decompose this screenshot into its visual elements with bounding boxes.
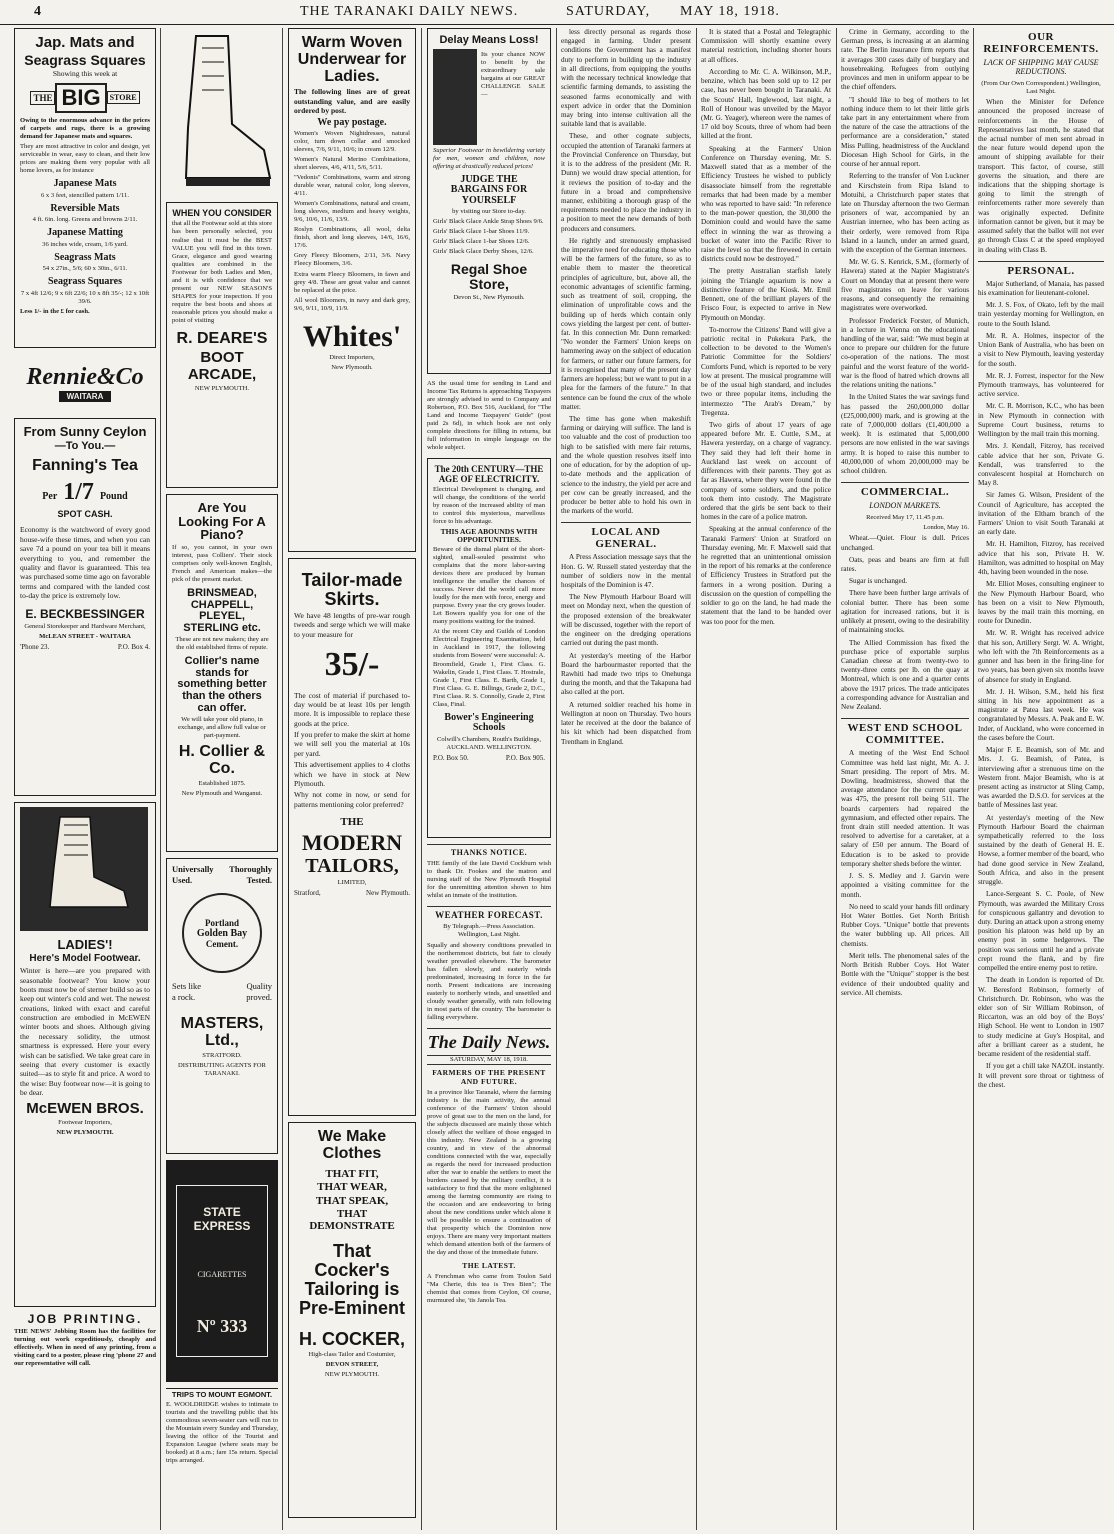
big-store-logo: THE BIG STORE xyxy=(20,83,150,113)
mat-item-detail: 4 ft. 6in. long. Greens and browns 2/11. xyxy=(32,216,138,224)
bowers-schools-ad: The 20th CENTURY—THE AGE OF ELECTRICITY. Electrical Development is changing, and will change, the conditions of the world by reason of the increased ability of man to control this mysterious, marvellous force to his advantage. THIS AGE ABOUNDS WITH OPPORTUNITIES. Beware of the dismal plaint of the short-sighted, small-souled pessimist who complains that the more labor-saving devices there are produced by human intelligence the smaller the chances of success. Never did the world call more loudly for the men with force, energy and purpose. Every year the cry grows louder. Let Bowers qualify you for one of the many positions waiting for the trained. At the recent City and Guilds of London Electrical Engineering Examination, held in Auckland in 1917, the following students from Bowers' were successful: A. Broomfield, Grade 1, First Class. G. Wakelin, Grade 1, First Class. T. Hostrale, Grade 1, First Class. E. Barth, Grade 1, First Class. G. E. Billings, Grade 2, D.C., First Class. R. S. Connolly, Grade 2, First Class, Final. Bower's Engineering Schools Colwill's Chambers, Routh's Buildings, AUCKLAND. WELLINGTON. P.O. Box 50. P.O. Box 905. xyxy=(427,458,551,838)
mat-item-detail: 36 inches wide, cream, 1/6 yard. xyxy=(42,240,128,248)
state-express-cigarettes-ad: STATE EXPRESS CIGARETTES Nº 333 xyxy=(166,1160,278,1382)
paper-title: THE TARANAKI DAILY NEWS. xyxy=(300,4,519,19)
collier-name: H. Collier & Co. xyxy=(178,743,266,777)
ladies-body: Winter is here—are you prepared with seasonable footwear? You know your boots must now be of sterner build so as to keep out winter's cold and wet. The newest creations, linked with exact and careful construction are embodied in McEWEN winter boots and shoes. Although giving the necessary solidity, the utmost smartness is expressed. Here your every wish can be satisfied. We take great care in seeing that every customer is exactly suited—as to style fit and price. A word to the wise: Buy footwear now—it is going to be dear. xyxy=(20,966,150,1098)
masthead-date: MAY 18, 1918. xyxy=(680,4,780,19)
weather-body: Squally and showery conditions prevailed in the northernmost districts, but fair to cloudy weather prevailed elsewhere. The barometer has fallen slowly, and easterly winds predominated, increasing in force in the far north. Present indications are increasing easterly to northerly winds, and unsettled and cloudy weather generally, with rain following in most parts of the country. The barometer is falling everywhere. xyxy=(427,941,551,1021)
column-4: Delay Means Loss! Its your chance NOW to benefit by the extraordinary sale bargains at our GREAT CHALLENGE SALE— Superior Footwear in bewildering variety for men, women and children, now offering at drastically reduced prices! JUDGE THE BARGAINS FOR YOURSELF by visiting our Store to-day. Girls' Black Glace Ankle Strap Shoes 9/6. Girls' Black Glace 1-bar Shoes 11/9. Girls' Black Glace 1-bar Shoes 12/6. Girls' Black Glace Derby Shoes, 12/6. Regal Shoe Store, Devon St., New Plymouth. AS the usual time for sending in Land and Income Tax Returns is approaching Taxpayers are strongly advised to send to Company and Robertson, P.O. Box 516, Auckland, for "The Land and Income Taxpayers' Guide" (post paid 2s 6d), in which book are not only complete directions for filling in returns, but full information in simple language on the whole subject. The 20th CENTURY—THE AGE OF ELECTRICITY. Electrical Development is changing, and will change, the conditions of the world by reason of the increased ability of man to control this mysterious, marvellous force to his advantage. THIS AGE ABOUNDS WITH OPPORTUNITIES. Beware of the dismal plaint of the short-sighted, small-souled pessimist who complains that the more labor-saving devices there are produced by human intelligence the smaller the chances of success. Never did the world call more loudly for the men with force, energy and purpose. Every year the cry grows louder. Let Bowers qualify you for one of the many positions waiting for the trained. At the recent City and Guilds of London Electrical Engineering Examination, held in Auckland in 1917, the following students from Bowers' were successful: A. Broomfield, Grade 1, First Class. G. Wakelin, Grade 1, First Class. T. Hostrale, Grade 1, First Class. E. Barth, Grade 1, First Class. G. E. Billings, Grade 2, D.C., First Class. R. S. Connolly, Grade 2, First Class, Final. Bower's Engineering Schools Colwill's Chambers, Routh's Buildings, AUCKLAND. WELLINGTON. P.O. Box 50. P.O. Box 905. THANKS NOTICE. THE family of the late David Cockburn wish to thank Dr. Fookes and the matron and nursing staff of the New Plymouth Hospital for the unremitting attention shown to him whilst an inmate of the institution. WEATHER FORECAST. By Telegraph.—Press Association. Wellington, Last Night. Squally and showery conditions prevailed in the northernmost districts, but fair to cloudy weather prevailed elsewhere. The barometer has fallen slowly, and easterly winds predominated, increasing in force in the far north. Present indications are increasing easterly to northerly winds, and unsettled and cloudy weather generally, with rain following in most parts of the country. The barometer is falling everywhere. The Daily News. SATURDAY, MAY 18, 1918. FARMERS OF THE PRESENT AND FUTURE. In a province like Taranaki, where the farming industry is the main activity, the annual conference of the Farmers' Union should prove of great use to the men on the land, for the subjects discussed are mainly those which closely affect the welfare of those engaged in this industry. New Zealand is a growing country, and in view of the abnormal conditions connected with the war, especially as regards the need for increased production after the war to enable the settlers to meet the burdens caused by the military conflict, it is satisfactory to find that the more enlightened among the farming community are rising to the occasion and are endeavoring to bring about the new conditions under which alone it will be possible to ensure a continuation of that prosperity which the Dominion now enjoys. There are many very important matters which demand attention both of the farmers of the day and those of the immediate future. THE LATEST. A Frenchman who came from Toulon Said "Ma Cherie, this tea is Tres Bien"; The chemist that comes from Ceylon, Of course, murmured she, 'tis Janola Tea. xyxy=(427,28,551,1530)
column-3 xyxy=(288,28,416,1530)
economy-text: Economy is the watchword of every good house-wife these times, and when you can save 7d a pound on your tea bill it means everything to you, and remember the quality and flavor is guaranteed. This tea was purchased some time ago on favorable terms and compared with the landed cost to-day the price is extremely low. xyxy=(20,525,150,601)
weather-title: WEATHER FORECAST. xyxy=(435,910,543,921)
cocker-headline: That Cocker's Tailoring is Pre-Eminent xyxy=(298,1241,406,1318)
regal-shoe-store-ad: Delay Means Loss! Its your chance NOW to benefit by the extraordinary sale bargains at our GREAT CHALLENGE SALE— Superior Footwear in bewildering variety for men, women and children, now offering at drastically reduced prices! JUDGE THE BARGAINS FOR YOURSELF by visiting our Store to-day. Girls' Black Glace Ankle Strap Shoes 9/6. Girls' Black Glace 1-bar Shoes 11/9. Girls' Black Glace 1-bar Shoes 12/6. Girls' Black Glace Derby Shoes, 12/6. Regal Shoe Store, Devon St., New Plymouth. xyxy=(427,28,551,374)
whites-underwear-ad: Warm Woven Underwear for Ladies. The following lines are of great outstanding value, and are easily ordered by post. We pay postage. Women's Woven Nightdresses, natural color, turn down collar and smocked sleeves, 7/6, 9/11, 10/6; in cream 12/9. Women's Natural Merino Combinations, short sleeves, 4/6, 4/11, 5/6, 5/11. "Vedonis" Combinations, warm and strong durable wear, natural color, long sleeves, 4/11. Women's Combinations, natural and cream, long sleeves, medium and heavy weights, 9/6, 10/6, 11/6, 13/9. Roslyn Combinations, all wool, delta finish, short and long sleeves, 14/6, 16/6, 17/6. Grey Fleecy Bloomers, 2/11, 3/6. Navy Fleecy Bloomers, 3/6. Extra warm Fleecy Bloomers, in fawn and grey 4/8. These are great value and cannot be replaced at the price. All wool Bloomers, in navy and dark grey, 9/6, 9/11, 10/9, 11/9. Whites' Direct Importers, New Plymouth. xyxy=(288,28,416,552)
column-8: OUR REINFORCEMENTS. LACK OF SHIPPING MAY CAUSE REDUCTIONS. (From Our Own Correspondent.) Wellington, Last Night. When the Minister for Defence announced the proposed increase of reinforcements in the House of Representatives last month, he stated that the actual number of men sent abroad in the near future would depend upon the amount of shipping available for their transport. This factor, of course, still governs the situation, and there are indications that the shipping shortage is going to limit the strength of reinforcements rather more severely than was originally expected. Definite information cannot be given, but it may be assumed safely that the ballot will not ever go through Class C at the speed employed in dealing with Class B. PERSONAL. Major Sutherland, of Manaia, has passed his examination for lieutenant-colonel. Mr. J. S. Fox, of Okato, left by the mail train yesterday morning for Wellington, en route to the South Island. Mr. R. A. Holmes, inspector of the Union Bank of Australia, who has been on a visit to New Plymouth, leaving yesterday for the south. Mr. R. J. Forrest, inspector for the New Plymouth tramways, has volunteered for active service. Mr. C. R. Morrison, K.C., who has been in New Plymouth in connection with Supreme Court business, returns to Wellington by the mail train this morning. Mrs. J. Kendall, Fitzroy, has received cable advice that her son, Private G. Kendall, was transferred to the convalescent hospital at Hornchurch on May 8. Sir James G. Wilson, President of the Council of Agriculture, has accepted the invitation of the Eltham branch of the Farmers' Union to visit South Taranaki at an early date. Mr. H. Hamilton, Fitzroy, has received advice that his son, Private H. W. Hamilton, was admitted to hospital on May 4th, having been wounded in the nose. Mr. Elliot Moses, consulting engineer to the New Plymouth Harbour Board, who has been on a visit to New Plymouth, leaves by the mail train this morning, en route for Dunedin. Mr. W. R. Wright has received advice that his son, Artillery Sergt. W. A. Wright, who left with the 7th Reinforcements as a gunner and has been in the firing-line for two years, has been given six months leave of absence for study in England. Mr. J. H. Wilson, S.M., held his first sitting in his new appointment as a magistrate at Patea last week. He was congratulated by Messrs. A. Peak and E. W. Inder, of Auckland, who were concerned in the cases before the Court. Major F. E. Beamish, son of Mr. and Mrs. J. G. Beamish, of Patea, is interviewing after a strenuous time on the Western front. Major Beamish, who is at present acting as instructor at Sling Camp, was awarded the D.S.O. for services at the battle of Messines last year. At yesterday's meeting of the New Plymouth Harbour Board the chairman sympathetically referred to the loss sustained by the death of General H. E. Howse, a former member of the board, who had done good service in New Zealand, South Africa, and also in the present struggle. Lance-Sergeant S. C. Poole, of New Plymouth, was awarded the Military Cross for conspicuous gallantry and devotion to duty. During an attack upon a strong enemy position his platoon was held up by an enemy post in some hedgerows. The position was serious until he and a private crept round the flank, and by fire compelled the entire enemy post to retire. The death in London is reported of Dr. W. Beresford Robinson, formerly of Christchurch. Dr. Robinson, who was the elder son of Sir William Robinson, of Riccarton, was an old boy of the Boys' High School. He went to London in 1907 to study medicine at Guy's Hospital, and after a brilliant career as a student, he became resident of the residential staff. If you get a chill take NAZOL instantly. It will prevent sore throat or tightness of the chest. xyxy=(978,31,1104,1089)
rennie-logo: Rennie&Co WAITARA xyxy=(26,364,144,401)
tea-price: 1/7 xyxy=(63,478,94,505)
big-attractive: They are most attractive in color and design, yet serviceable in wear, easy to clean, and their low prices are making them very popular with all home lovers, as for instance xyxy=(20,142,150,174)
mat-item-name: Seagrass Mats xyxy=(54,251,116,263)
tailor-made-title: Tailor-made Skirts. xyxy=(301,570,403,609)
column-5: less directly personal as regards those engaged in farming. Under present conditions the Government has a manifest duty to perform in building up the industry in all directions, from equipping the youths with the necessary technical knowledge that scientific farming demands, to assisting the seasoned farms economically and with expert advice in order that the Dominion may bring into intense cultivation all the suitable land that is available. These, and other cognate subjects, occupied the attention of Taranaki farmers at the Provincial Conference on Thursday, but it is to the address of the president (Mr. R. Dunn) we would draw special attention, for it reviews the position of to-day and the future in a broad and comprehensive manner, exhibiting a thorough grasp of the requirements needed to place the industry in a position to meet the new demands of both producers and consumers. He rightly and strenuously emphasised the imperative need for educating those who will be the farmers of the future, so as to enable them to master the theoretical principles of agriculture, but, above all, the economic advantages of scientific farming, such as treatment of soil, cropping, the elimination of unprofitable cows and the building up of herds which contain only cows yielding the largest per cent. of butter-fat. In this connection Mr. Dunn remarked: "No wonder the Farmers' Union keeps on hammering away on the subject of education for farmers, or rather our future farmers, for it is recognised that many of the present day farmers are hopeless; but we want to put in a plea for the farmers of the future." In that sentence can be found the crux of the whole matter. The time has gone when makeshift farming or dairying will suffice. The land is too valuable and the cost of production too high to be satisfied with mere fair returns, and the whole question resolves itself into one of education, for by the adoption of up-to-date methods and the application of science to the industry, the yield per acre and per cow can be greatly increased, and the producer be better able to hold his own in the markets of the world. LOCAL AND GENERAL. A Press Association message says that the Hon. G. W. Russell stated yesterday that the number of soldiers now in the mental hospitals of the Dominion is 47. The New Plymouth Harbour Board will meet on Monday next, when the question of the proposed extension of the breakwater will be discussed, together with the report of the engineer on the dredging operations carried out during the past month. At yesterday's meeting of the Harbor Board the harbourmaster reported that the Rawhiti had made two trips to Onehunga during the month, and that the Takapuna had also called at the port. A returned soldier reached his home in Wellington at noon on Thursday. Two hours later he received at the door the balance of his kit which had been dispatched from Trentham in England. xyxy=(561,28,691,746)
personal-item: Mr. H. Hamilton, Fitzroy, has received advice that his son, Private H. W. Hamilton, was admitted to hospital on May 4th, having been wounded in the nose. xyxy=(978,540,1104,577)
shoe-illustration xyxy=(166,28,278,198)
bowers-name: Bower's Engineering Schools xyxy=(444,711,534,734)
cash-discount: Less 1/- in the £ for cash. xyxy=(20,307,90,315)
collier-piano-ad: Are You Looking For A Piano? If so, you cannot, in your own interest, pass Colliers'. Their stock comprises only well-known English, French and American makes—the pick of the present market. BRINSMEAD, CHAPPELL, PLEYEL, STERLING etc. These are not new makers; they are the old established firms of repute. Collier's name stands for something better than the others can offer. We will take your old piano, in exchange, and allow full value or part-payment. H. Collier & Co. Established 1875. New Plymouth and Wanganui. xyxy=(166,494,278,852)
tea-title: Fanning's Tea xyxy=(32,457,138,475)
big-owing: Owing to the enormous advance in the prices of carpets and rugs, there is a growing demand for Japanese mats and squares. xyxy=(20,116,150,140)
girls-shoe-item: Girls' Black Glace 1-bar Shoes 11/9. xyxy=(433,228,530,236)
girls-shoe-item: Girls' Black Glace Ankle Strap Shoes 9/6. xyxy=(433,218,544,226)
girls-shoes-list xyxy=(433,218,545,256)
personal-item: Mr. R. A. Holmes, inspector of the Union Bank of Australia, who has been on a visit to New Plymouth, leaving yesterday for the south. xyxy=(978,331,1104,368)
reinforcements-title: OUR REINFORCEMENTS. xyxy=(983,31,1099,55)
boot-illustration xyxy=(20,807,148,931)
tax-guide-notice: AS the usual time for sending in Land and Income Tax Returns is approaching Taxpayers are strongly advised to send to Company and Robertson, P.O. Box 516, Auckland, for "The Land and Income Taxpayers' Guide" (post paid 2s 6d), in which book are not only complete directions for filling in returns, but full information in simple language on the whole subject. xyxy=(427,380,551,452)
mat-item-detail: 54 x 27in., 5/6; 60 x 30in., 6/11. xyxy=(42,265,128,273)
personal-item: Mr. Elliot Moses, consulting engineer to the New Plymouth Harbour Board, who has been on a visit to New Plymouth, leaves by the mail train this morning, en route for Dunedin. xyxy=(978,580,1104,626)
column-1 xyxy=(14,28,156,1530)
cocker-clothes-ad: We Make Clothes THAT FIT, THAT WEAR, THAT SPEAK, THAT DEMONSTRATE That Cocker's Tailoring is Pre-Eminent H. COCKER, High-class Tailor and Costumier, DEVON STREET, NEW PLYMOUTH. xyxy=(288,1122,416,1518)
personal-item: Mr. J. S. Fox, of Okato, left by the mail train yesterday morning for Wellington, en route to the South Island. xyxy=(978,301,1104,328)
mcewen-footwear-ad: LADIES'! Here's Model Footwear. Winter is here—are you prepared with seasonable footwear? You know your boots must now be of sterner build so as to keep out winter's cold and wet. The newest creations, linked with exact and careful construction are embodied in McEWEN winter boots and shoes. Although giving the necessary solidity, the utmost smartness is expressed. Here your every wish can be satisfied. We take great care in seeing that every customer is exactly suited—as to style fit and price. A word to the wise: Buy footwear now—it is going to be dear. McEWEN BROS. Footwear Importers, NEW PLYMOUTH. xyxy=(14,802,156,1307)
big-logo-word: BIG xyxy=(55,83,106,113)
piano-title: Are You Looking For A Piano? xyxy=(178,500,266,543)
mat-item-name: Seagrass Squares xyxy=(48,276,122,288)
personal-item: At yesterday's meeting of the New Plymouth Harbour Board the chairman sympathetically referred to the loss sustained by the death of General H. E. Howse, a former member of the board, who had done good service in New Zealand, South Africa, and also in the present struggle. xyxy=(978,813,1104,887)
tailor-price: 35/- xyxy=(324,645,380,683)
regal-name: Regal Shoe Store, xyxy=(450,261,528,292)
personal-item: Lance-Sergeant S. C. Poole, of New Plymouth, was awarded the Military Cross for conspicuous gallantry and devotion to duty. During an attack upon a strong enemy position his platoon was held up by an enemy post in some hedgerows. The position was serious until he and a private crept round the flank, and by fire compelled the entire enemy post to retire. xyxy=(978,890,1104,973)
personal-item: The death in London is reported of Dr. W. Beresford Robinson, formerly of Christchurch. Dr. Robinson, who was the elder son of Sir William Robinson, of Riccarton, was an old boy of the Boys' High School. He went to London in 1907 to study medicine at Guy's Hospital, and after a brilliant career as a student, he became resident of the residential staff. xyxy=(978,976,1104,1059)
west-end-school-title: WEST END SCHOOL COMMITTEE. xyxy=(847,722,963,747)
mat-item-name: Japanese Mats xyxy=(53,178,117,190)
big-store-ad xyxy=(14,28,156,348)
warm-woven-title: Warm Woven Underwear for Ladies. xyxy=(297,34,407,85)
jap-mats-title: Jap. Mats and xyxy=(35,34,135,51)
modern-tailors-name: MODERN xyxy=(301,829,403,855)
cocker-name: H. COCKER, xyxy=(298,1328,405,1349)
personal-item: Mrs. J. Kendall, Fitzroy, has received cable advice that her son, Private G. Kendall, was transferred to the convalescent hospital at Hornchurch on May 8. xyxy=(978,442,1104,488)
golden-bay-cement-ad: Universally Thoroughly Used. Tested. Portland Golden Bay Cement. Sets like Quality a rock. proved. MASTERS, Ltd., STRATFORD. DISTRIBUTING AGENTS FOR TARANAKI. xyxy=(166,858,278,1154)
beckbessinger-name: E. BECKBESSINGER xyxy=(25,607,145,622)
girls-shoe-item: Girls' Black Glace Derby Shoes, 12/6. xyxy=(433,248,534,256)
deare-boot-arcade-ad: WHEN YOU CONSIDER that all the Footwear sold at this store has been personally selected, you realise that it must be the BEST VALUE you will find in this town. Grace, elegance and good wearing qualities are combined in the Footwear for both Ladies and Men, and it is with confidence that we present our NEW SEASON'S SHAPES for your inspection. If you require the best boots and shoes at reasonable prices you should make a point of visiting R. DEARE'S BOOT ARCADE, NEW PLYMOUTH. xyxy=(166,202,278,488)
daily-news-title: The Daily News. xyxy=(427,1031,551,1052)
personal-item: Sir James G. Wilson, President of the Council of Agriculture, has accepted the invitation of the Eltham branch of the Farmers' Union to visit South Taranaki at an early date. xyxy=(978,491,1104,537)
we-make-clothes: We Make Clothes xyxy=(317,1128,387,1162)
deare-name: R. DEARE'S xyxy=(176,329,268,347)
personal-item: Major F. E. Beamish, son of Mr. and Mrs. J. G. Beamish, of Patea, is interviewing after a strenuous time on the Western front. Major Beamish, who is at present acting as instructor at Sling Camp, was awarded the D.S.O. for services at the battle of Messines last year. xyxy=(978,746,1104,810)
local-general-title: LOCAL AND GENERAL. xyxy=(591,526,661,551)
commercial-title: COMMERCIAL. xyxy=(860,486,950,499)
seagrass-title: Seagrass Squares xyxy=(24,51,146,68)
mat-items-list xyxy=(20,179,150,306)
showing-line: Showing this week at xyxy=(52,69,118,79)
personal-title: PERSONAL. xyxy=(1007,264,1075,277)
mcewen-name: McEWEN BROS. xyxy=(26,1100,144,1118)
mat-item-detail: 6 x 3 feet, stencilled pattern 1/11. xyxy=(40,191,129,199)
personal-item: Mr. J. H. Wilson, S.M., held his first sitting in his new appointment as a magistrate at Patea last week. He was congratulated by Messrs. A. Peak and E. W. Inder, of Auckland, who were concerned in the cases before the Court. xyxy=(978,687,1104,742)
column-7: Crime in Germany, according to the German press, is increasing at an alarming rate. The Berlin insurance firm reports that it averages 300 cases daily of burglary and housebreaking. Refugees from outlying provinces and men in uniform appear to be the chief offenders. "I should like to beg of mothers to let nothing induce them to let their little girls take part in any entertainment where from the nature of the case the attractions of the performance are a consideration," stated Miss Pulling, headmistress of the Auckland Diocesan High School for Girls, in the course of her annual report. Referring to the transfer of Von Luckner and Kirschstein from Ripa Island to Motuihi, a Christchurch paper states that late on Thursday afternoon the two German prisoners of war, accompanied by an Austrian internee, who has been acting as their orderly, were removed from Ripa Island in a launch, under an armed guard, with the exception of the German internees. Mr. W. G. S. Kenrick, S.M., (formerly of Hawera) stated at the Napier Magistrate's Court on Monday that at present there were five magistrates on leave for various reasons, and consequently the remaining magistrates were overworked. Professor Frederick Forster, of Munich, in a lecture in Vienna on the educational handling of the war, said: "We must begin at once to prepare our children for the future co-operation of the nations. The most painful and the worst feature of the world-war is the flood of hatred which drowns all the relations uniting the nations." In the United States the war savings fund has passed the 260,000,000 dollar (£25,000,000) mark, and is growing at the rate of 7,000,000 dollars (£1,400,000 a week). It is estimated that 5,000,000 persons are now enlisted in the war savings army. It is hoped to raise this number to 40,000,000 of whom 20,000,000 may be school children. COMMERCIAL. LONDON MARKETS. Received May 17, 11.45 p.m. London, May 16. Wheat.—Quiet. Flour is dull. Prices unchanged. Oats, peas and beans are firm at full rates. Sugar is unchanged. There have been further large arrivals of colonial butter. There has been some agitation for increased rations, but it is unlikely at present, owing to the desirability of maintaining stocks. The Allied Commission has fixed the purchase price of exportable surplus Canadian cheese at from twenty-two to twenty-three cents per lb. on the quay at Montreal, which is one and a quarter cents above the 1917 prices. The trade anticipates a corresponding advance for Australian and New Zealand. WEST END SCHOOL COMMITTEE. A meeting of the West End School Committee was held last night, Mr. A. J. Smart presiding. The report of Mrs. M. Dowling, headmistress, showed that the average attendance for the current quarter was 475, the present roll being 511. The boards carpenters had repaired the gymnasium, and effected other repairs. The front drain still needed attention. It was resolved to advertise for a caretaker, at a salary of £50 per annum. The Board of Education is to be asked to provide temporary shelter sheds before the winter. J. S. S. Medley and J. Garvin were appointed a visiting committee for the month. No need to scald your hands fill ordinary Hot Water Bottles. Get North British Rubber Coys. "Unique" bottle that prevents the water bubbling up. All prices. All chemists. Merit tells. The phenomenal sales of the North British Rubber Coys. Hot Water Bottle with the "Unique" stopper is the best evidence of their undoubted quality and service. All chemists. xyxy=(841,28,969,997)
girls-shoe-item: Girls' Black Glace 1-bar Shoes 12/6. xyxy=(433,238,530,246)
fannings-tea-ad: From Sunny Ceylon —To You.— Fanning's Tea Per 1/7 Pound SPOT CASH. Economy is the watchword of every good house-wife these times, and when you can save 7d a pound on your tea bill it means everything to you, and remember the quality and flavor is guaranteed. This tea was purchased some time ago on favorable terms and compared with the landed cost to-day the price is extremely low. E. BECKBESSINGER General Storekeeper and Hardware Merchant, McLEAN STREET - WAITARA 'Phone 23. P.O. Box 4. xyxy=(14,418,156,796)
masthead xyxy=(0,0,1114,25)
mat-item-name: Japanese Matting xyxy=(47,227,123,239)
mat-item-detail: 7 x 4ft 12/6; 9 x 6ft 22/6; 10 x 8ft 35/-; 12 x 10ft 39/6. xyxy=(20,289,150,305)
page-number: 4 xyxy=(34,4,42,19)
mat-item-name: Reversible Mats xyxy=(50,202,120,214)
personal-list xyxy=(978,280,1104,1060)
modern-tailors-ad: Tailor-made Skirts. We have 48 lengths of pre-war rough tweeds and serge which we will make to your measure for 35/- The cost of material if purchased to-day would be at least 10s per length more. It is impossible to replace these goods at the price. If you prefer to make the skirt at home we will sell you the material at 10s per yard. This advertisement applies to 4 cloths which we have in stock at New Plymouth. Why not come in now, or send for patterns mentioning color preferred? THE MODERN TAILORS, LIMITED, Stratford, New Plymouth. xyxy=(288,558,416,1116)
column-6: It is stated that a Postal and Telegraphic Commission will shortly examine every material restriction, including shorter hours at all offices. According to Mr. C. A. Wilkinson, M.P., benzine, which has been sold up to 12 per case, has never been bought in Taranaki. At the Scouts' Hall, Inglewood, last night, a Roll of Honour was unveiled by the Mayor (Mr. G. Yeager), whereon were the names of 17 old boy Scouts, three of whom had been killed at the front. Speaking at the Farmers' Union Conference on Thursday evening, Mr. S. Maxwell stated that as a member of the Efficiency Trustees he wished to publicly disassociate himself from the regrettable remarks that had been made by a member who was reported to have said: "In reference to the man-power question, the 30,000 the Dominion could and would have the same effect in winning the war as throwing a bucket of water into the Pacific River to raise the level so that the fireweed in certain districts could now be destroyed." The pretty Australian starfish lately joining the Triangle aquarium is now a distinctive feature of the Kiosk. Mr. Emil Bennett, one of the brilliant players of the Frisco Four, is expected to arrive in New Plymouth on Monday. To-morrow the Citizens' Band will give a patriotic recital in Pukekura Park, the collection to be devoted to the Women's Patriotic Committee for the Soldiers' Comforts Fund, which is reported to be very low at present. The musical programme will be of the usual high standard, and includes two or three popular items, including the intermezzo "The Arab's Dream," by Tregenza. Two girls of about 17 years of age appeared before Mr. E. Cuttle, S.M., at Hawera yesterday, on a charge of vagrancy. They said they had left their home in Auckland last week on account of differences with their parents. They got as far as Hawera, where they were found in the company of some soldiers, and the police took them into custody. The Magistrate ordered that the girls be sent back to their homes in the care of a police matron. Speaking at the annual conference of the Taranaki Farmers' Union at Stratford on Thursday evening, Mr. F. Maxwell said that he regretted that an unintentional omission in the report of his remarks at the conference of Efficiency Trustees in Stratford put the farmers in a wrong position. During a discussion on the question of compelling the soldier to go on the land, he had made the statement that the land to be handed over was too poor for the men. xyxy=(701,28,831,626)
masters-name: MASTERS, Ltd., xyxy=(180,1015,264,1049)
masthead-day: SATURDAY, xyxy=(566,4,651,19)
ladies-title: LADIES'! xyxy=(57,937,113,952)
whites-logo: Whites' xyxy=(302,319,402,353)
editorial-farmers: In a province like Taranaki, where the farming industry is the main activity, the annual conference of the Farmers' Union should prove of great use to the men on the land, for the subjects discussed are mainly those which closely affect the welfare of those engaged in this industry. New Zealand is a growing country, and in view of the abnormal conditions connected with the war, especially as regards the need for increased production after the war to enable the settlers to meet the burdens caused by the military conflict, it is satisfactory to find that the more enlightened among the farming community are rising to the occasion and are endeavoring to bring about the new conditions under which alone it will be possible to ensure a continuation of that prosperity which the Dominion now enjoys. There are many very important matters which demand attention both of the farmers of the day and those of the immediate future. xyxy=(427,1088,551,1257)
personal-item: Mr. R. J. Forrest, inspector for the New Plymouth tramways, has volunteered for active service. xyxy=(978,371,1104,399)
trips-notice: TRIPS TO MOUNT EGMONT. E. WOOLDRIDGE wishes to intimate to tourists and the travelling public that his commodious seven-seater cars will run to the Mountain every Sunday and Thursday, leaving the office of the Tourist and Expansion League (where seats may be booked) at 8 a.m.; fare 15s return. Special trips arranged. xyxy=(166,1390,278,1465)
personal-item: Mr. C. R. Morrison, K.C., who has been in New Plymouth in connection with Supreme Court business, returns to Wellington by the mail train this morning. xyxy=(978,402,1104,439)
column-2 xyxy=(166,28,278,1530)
personal-item: Mr. W. R. Wright has received advice that his son, Artillery Sergt. W. A. Wright, who left with the 7th Reinforcements as a gunner and has been in the firing-line for two years, has been given six months leave of absence for study in England. xyxy=(978,629,1104,684)
personal-item: Major Sutherland, of Manaia, has passed his examination for lieutenant-colonel. xyxy=(978,279,1104,297)
job-printing-notice: JOB PRINTING. THE NEWS' Jobbing Room has the facilities for turning out work expeditiously, cheaply and effectively. When in need of any printing, from a visiting card to a poster, please ring 'phone 27 and our representative will call. xyxy=(14,1312,156,1367)
shoe-picture xyxy=(433,49,477,145)
thanks-notice: THE family of the late David Cockburn wish to thank Dr. Fookes and the matron and nursing staff of the New Plymouth Hospital for the unremitting attention shown to him whilst an inmate of the institution. xyxy=(427,860,551,900)
cement-badge: Portland Golden Bay Cement. xyxy=(182,893,262,973)
